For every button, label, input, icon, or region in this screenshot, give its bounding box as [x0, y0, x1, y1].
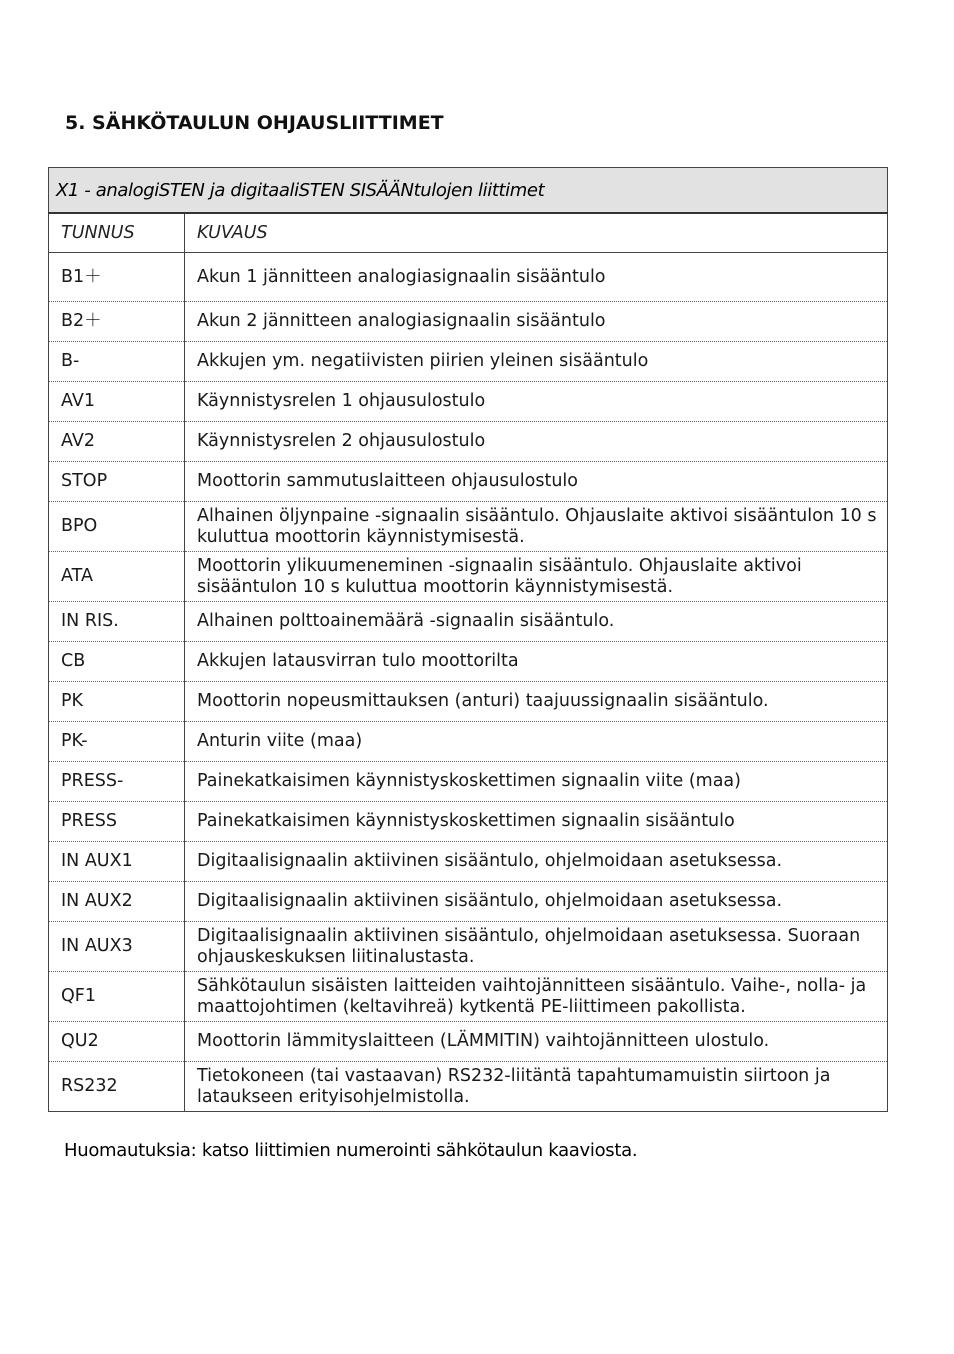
connector-table — [48, 167, 888, 1112]
table-row — [49, 802, 888, 842]
terminal-code: B- — [49, 342, 185, 382]
terminal-description: Akun 2 jännitteen analogiasignaalin sisääntulo — [185, 302, 888, 342]
section-title: 5. SÄHKÖTAULUN OHJAUSLIITTIMET — [65, 112, 444, 134]
terminal-code: PK — [49, 682, 185, 722]
terminal-description: Moottorin lämmityslaitteen (LÄMMITIN) vaihtojännitteen ulostulo. — [185, 1022, 888, 1062]
table-row — [49, 972, 888, 1022]
table-row — [49, 422, 888, 462]
table-row — [49, 682, 888, 722]
terminal-description: Painekatkaisimen käynnistyskoskettimen signaalin viite (maa) — [185, 762, 888, 802]
terminal-code: QU2 — [49, 1022, 185, 1062]
terminal-description: Digitaalisignaalin aktiivinen sisääntulo, ohjelmoidaan asetuksessa. — [185, 842, 888, 882]
column-header-row — [49, 213, 888, 253]
table-row — [49, 382, 888, 422]
terminal-code: AV1 — [49, 382, 185, 422]
table-row — [49, 762, 888, 802]
table-caption-row — [49, 168, 888, 214]
table-caption: X1 - analogiSTEN ja digitaaliSTEN SISÄÄNtulojen liittimet — [49, 168, 888, 214]
terminal-description: Sähkötaulun sisäisten laitteiden vaihtojännitteen sisääntulo. Vaihe-, nolla- ja maattojohtimen (keltavihreä) kytkentä PE-liittimeen pakollista. — [185, 972, 888, 1022]
table-row — [49, 302, 888, 342]
terminal-description: Alhainen öljynpaine -signaalin sisääntulo. Ohjauslaite aktivoi sisääntulon 10 s kuluttua moottorin käynnistymisestä. — [185, 502, 888, 552]
terminal-description: Moottorin sammutuslaitteen ohjausulostulo — [185, 462, 888, 502]
terminal-code: BPO — [49, 502, 185, 552]
terminal-description: Anturin viite (maa) — [185, 722, 888, 762]
table-row — [49, 922, 888, 972]
terminal-description: Digitaalisignaalin aktiivinen sisääntulo, ohjelmoidaan asetuksessa. — [185, 882, 888, 922]
terminal-description: Moottorin ylikuumeneminen -signaalin sisääntulo. Ohjauslaite aktivoi sisääntulon 10 s kuluttua moottorin käynnistymisestä. — [185, 552, 888, 602]
terminal-code: IN RIS. — [49, 602, 185, 642]
footnote: Huomautuksia: katso liittimien numerointi sähkötaulun kaaviosta. — [64, 1140, 638, 1161]
terminal-code: STOP — [49, 462, 185, 502]
table-row — [49, 882, 888, 922]
table-row — [49, 842, 888, 882]
terminal-code: PK- — [49, 722, 185, 762]
table-row — [49, 552, 888, 602]
terminal-description: Alhainen polttoainemäärä -signaalin sisääntulo. — [185, 602, 888, 642]
table-row — [49, 253, 888, 302]
table-row — [49, 642, 888, 682]
terminal-description: Akkujen ym. negatiivisten piirien yleinen sisääntulo — [185, 342, 888, 382]
table-row — [49, 462, 888, 502]
terminal-code: AV2 — [49, 422, 185, 462]
terminal-code: RS232 — [49, 1062, 185, 1112]
table-row — [49, 1022, 888, 1062]
terminal-code: PRESS — [49, 802, 185, 842]
terminal-description: Painekatkaisimen käynnistyskoskettimen signaalin sisääntulo — [185, 802, 888, 842]
terminal-code: IN AUX1 — [49, 842, 185, 882]
terminal-code: PRESS- — [49, 762, 185, 802]
table-body — [49, 253, 888, 1112]
table-row — [49, 502, 888, 552]
terminal-description: Tietokoneen (tai vastaavan) RS232-liitäntä tapahtumamuistin siirtoon ja lataukseen erityisohjelmistolla. — [185, 1062, 888, 1112]
terminal-description: Käynnistysrelen 2 ohjausulostulo — [185, 422, 888, 462]
terminal-code: B1＋ — [49, 253, 185, 302]
terminal-description: Moottorin nopeusmittauksen (anturi) taajuussignaalin sisääntulo. — [185, 682, 888, 722]
terminal-description: Digitaalisignaalin aktiivinen sisääntulo, ohjelmoidaan asetuksessa. Suoraan ohjauskeskuksen liitinalustasta. — [185, 922, 888, 972]
column-header-description: KUVAUS — [185, 213, 888, 253]
column-header-code: TUNNUS — [49, 213, 185, 253]
terminal-description: Akun 1 jännitteen analogiasignaalin sisääntulo — [185, 253, 888, 302]
terminal-code: IN AUX2 — [49, 882, 185, 922]
table-row — [49, 722, 888, 762]
terminal-description: Käynnistysrelen 1 ohjausulostulo — [185, 382, 888, 422]
table-row — [49, 602, 888, 642]
terminal-code: QF1 — [49, 972, 185, 1022]
table-row — [49, 1062, 888, 1112]
terminal-description: Akkujen latausvirran tulo moottorilta — [185, 642, 888, 682]
terminal-code: B2＋ — [49, 302, 185, 342]
terminal-code: CB — [49, 642, 185, 682]
terminal-code: ATA — [49, 552, 185, 602]
terminal-code: IN AUX3 — [49, 922, 185, 972]
table-row — [49, 342, 888, 382]
